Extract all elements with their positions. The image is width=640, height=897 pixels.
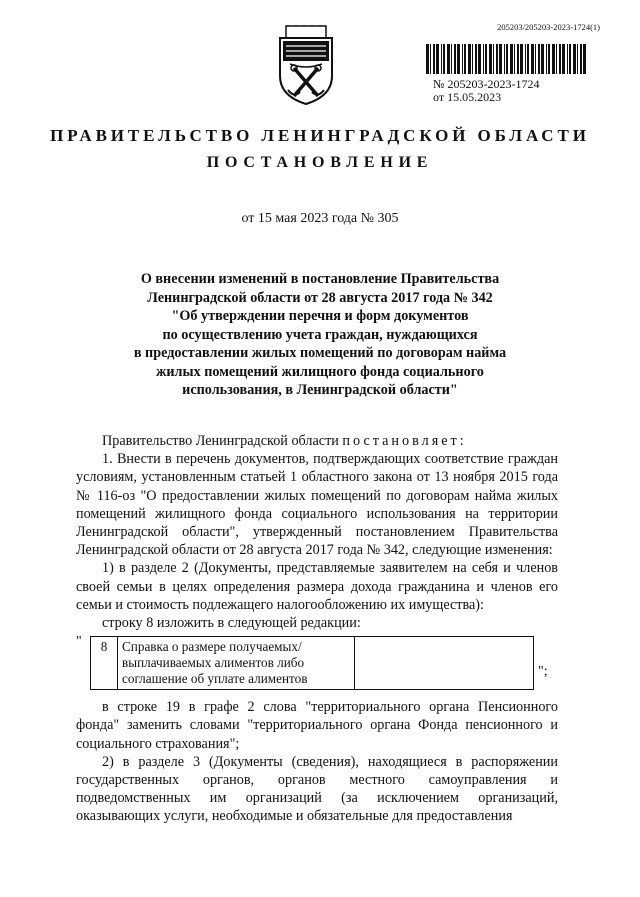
paragraph-1-2: 2) в разделе 3 (Документы (сведения), находящиеся в распоряжении государственных органов, органов местного самоуправления и подведомственных им организаций (за исключением организаций, оказывающих услуги, необходимые и обязательные для предоставления <box>76 753 558 825</box>
table-cell-document: Справка о размере получаемых/ выплачиваемых алиментов либо соглашение об уплате алиментов <box>118 637 355 690</box>
document-type: ПОСТАНОВЛЕНИЕ <box>206 154 434 171</box>
table-cell-number: 8 <box>91 637 118 690</box>
coat-of-arms-emblem <box>274 24 338 106</box>
title-line: О внесении изменений в постановление Правительства <box>140 271 500 287</box>
table-cell-empty <box>355 637 534 690</box>
title-line: в предоставлении жилых помещений по договорам найма <box>133 345 507 361</box>
decree-body <box>76 432 558 826</box>
paragraph-1: 1. Внести в перечень документов, подтверждающих соответствие граждан условиям, установленным статьей 1 областного закона от 13 ноября 2015 года № 116-оз "О предоставлении жилых помещений по договорам найма жилых помещений жилищного фонда социального использования на территории Ленинградской области", утвержденный постановлением Правительства Ленинградской области от 28 августа 2017 года № 342, следующие изменения: <box>76 451 558 559</box>
paragraph-row-8: строку 8 изложить в следующей редакции: <box>102 615 361 632</box>
document-reference: 205203/205203-2023-1724(1) <box>497 22 600 32</box>
title-line: жилых помещений жилищного фонда социального <box>156 363 484 380</box>
intro-paragraph <box>76 432 558 450</box>
decree-date-number: от 15 мая 2023 года № 305 <box>241 211 399 226</box>
table-row <box>91 637 534 690</box>
amendment-table <box>90 636 534 690</box>
paragraph-1-1: 1) в разделе 2 (Документы, представляемые заявителем на себя и членов своей семьи в целях определения размера дохода гражданина и членов его семьи и стоимость подлежащего налогообложению их имущества): <box>76 560 558 613</box>
registration-date: от 15.05.2023 <box>433 90 502 104</box>
quote-open: " <box>76 634 82 650</box>
title-line: "Об утверждении перечня и форм документов <box>171 308 469 324</box>
registration-number: № 205203-2023-1724 <box>433 77 540 91</box>
registration-block <box>433 78 539 104</box>
intro-verb: постановляет: <box>342 433 467 449</box>
quote-close: "; <box>538 664 548 680</box>
title-line: по осуществлению учета граждан, нуждающихся <box>162 326 478 343</box>
barcode <box>426 44 588 74</box>
intro-lead: Правительство Ленинградской области <box>102 433 343 449</box>
title-line: использования, в Ленинградской области" <box>182 382 458 398</box>
title-line: Ленинградской области от 28 августа 2017 года № 342 <box>147 289 493 306</box>
paragraph-row-19: в строке 19 в графе 2 слова "территориального органа Пенсионного фонда" заменить словами "территориального органа Фонда пенсионного и социального страхования"; <box>76 699 558 752</box>
amendment-table-block <box>76 636 558 692</box>
government-name: ПРАВИТЕЛЬСТВО ЛЕНИНГРАДСКОЙ ОБЛАСТИ <box>50 126 590 145</box>
decree-title <box>100 270 540 400</box>
